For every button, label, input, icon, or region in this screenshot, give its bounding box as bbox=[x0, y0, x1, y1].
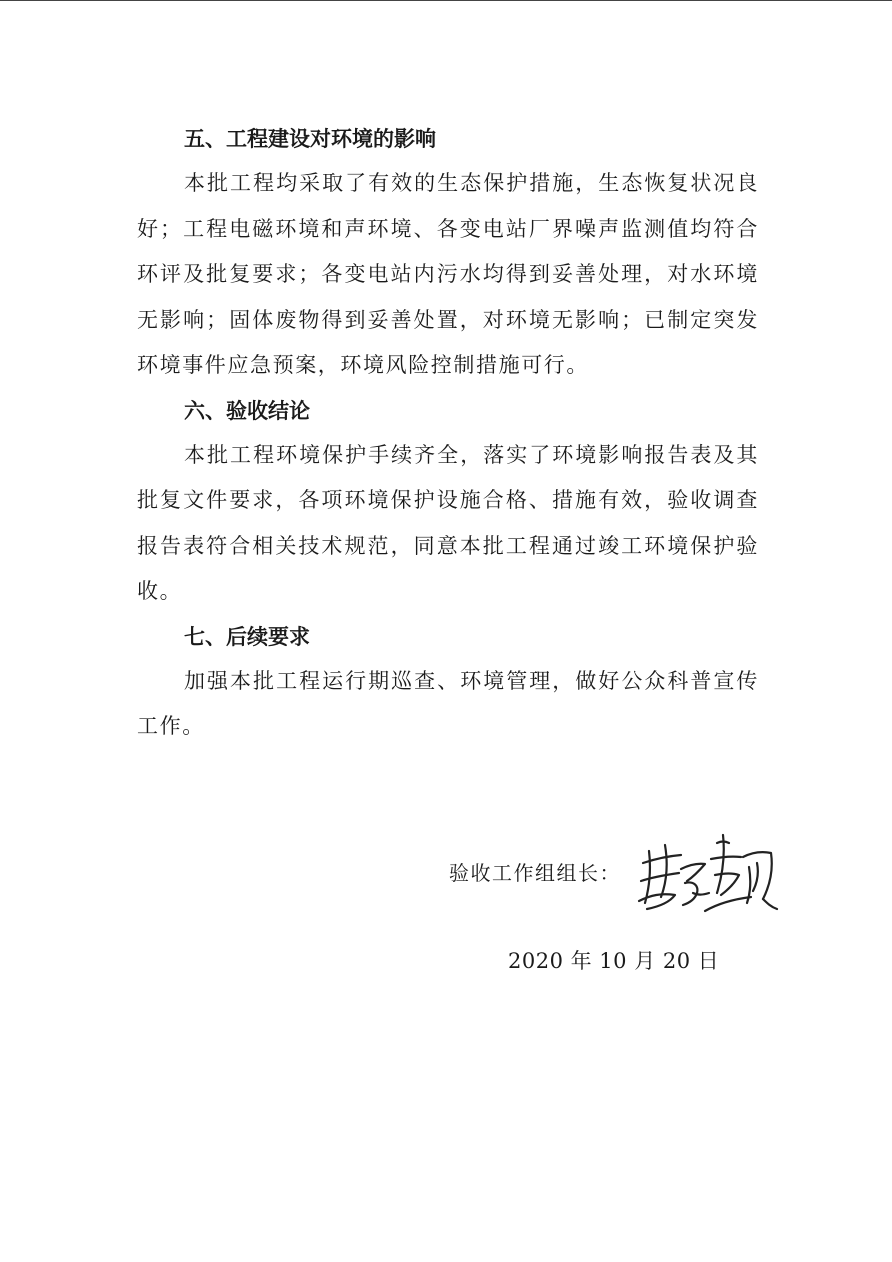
section-heading-conclusion: 六、验收结论 bbox=[184, 398, 310, 423]
handwritten-signature-icon bbox=[635, 823, 785, 923]
section-heading-impact: 五、工程建设对环境的影响 bbox=[184, 127, 436, 151]
section-paragraph-followup: 加强本批工程运行期巡查、环境管理，做好公众科普宣传工作。 bbox=[137, 668, 759, 738]
document-body bbox=[137, 117, 759, 750]
signature-label: 验收工作组组长： bbox=[449, 861, 621, 885]
section-paragraph-conclusion: 本批工程环境保护手续齐全，落实了环境影响报告表及其批复文件要求，各项环境保护设施合格、措施有效，验收调查报告表符合相关技术规范，同意本批工程通过竣工环境保护验收。 bbox=[137, 442, 759, 603]
document-date: 2020 年 10 月 20 日 bbox=[508, 949, 720, 973]
section-paragraph-impact: 本批工程均采取了有效的生态保护措施，生态恢复状况良好；工程电磁环境和声环境、各变电站厂界噪声监测值均符合环评及批复要求；各变电站内污水均得到妥善处理，对水环境无影响；固体废物得到妥善处置，对环境无影响；已制定突发环境事件应急预案，环境风险控制措施可行。 bbox=[137, 171, 759, 377]
section-heading-followup: 七、后续要求 bbox=[184, 624, 310, 649]
